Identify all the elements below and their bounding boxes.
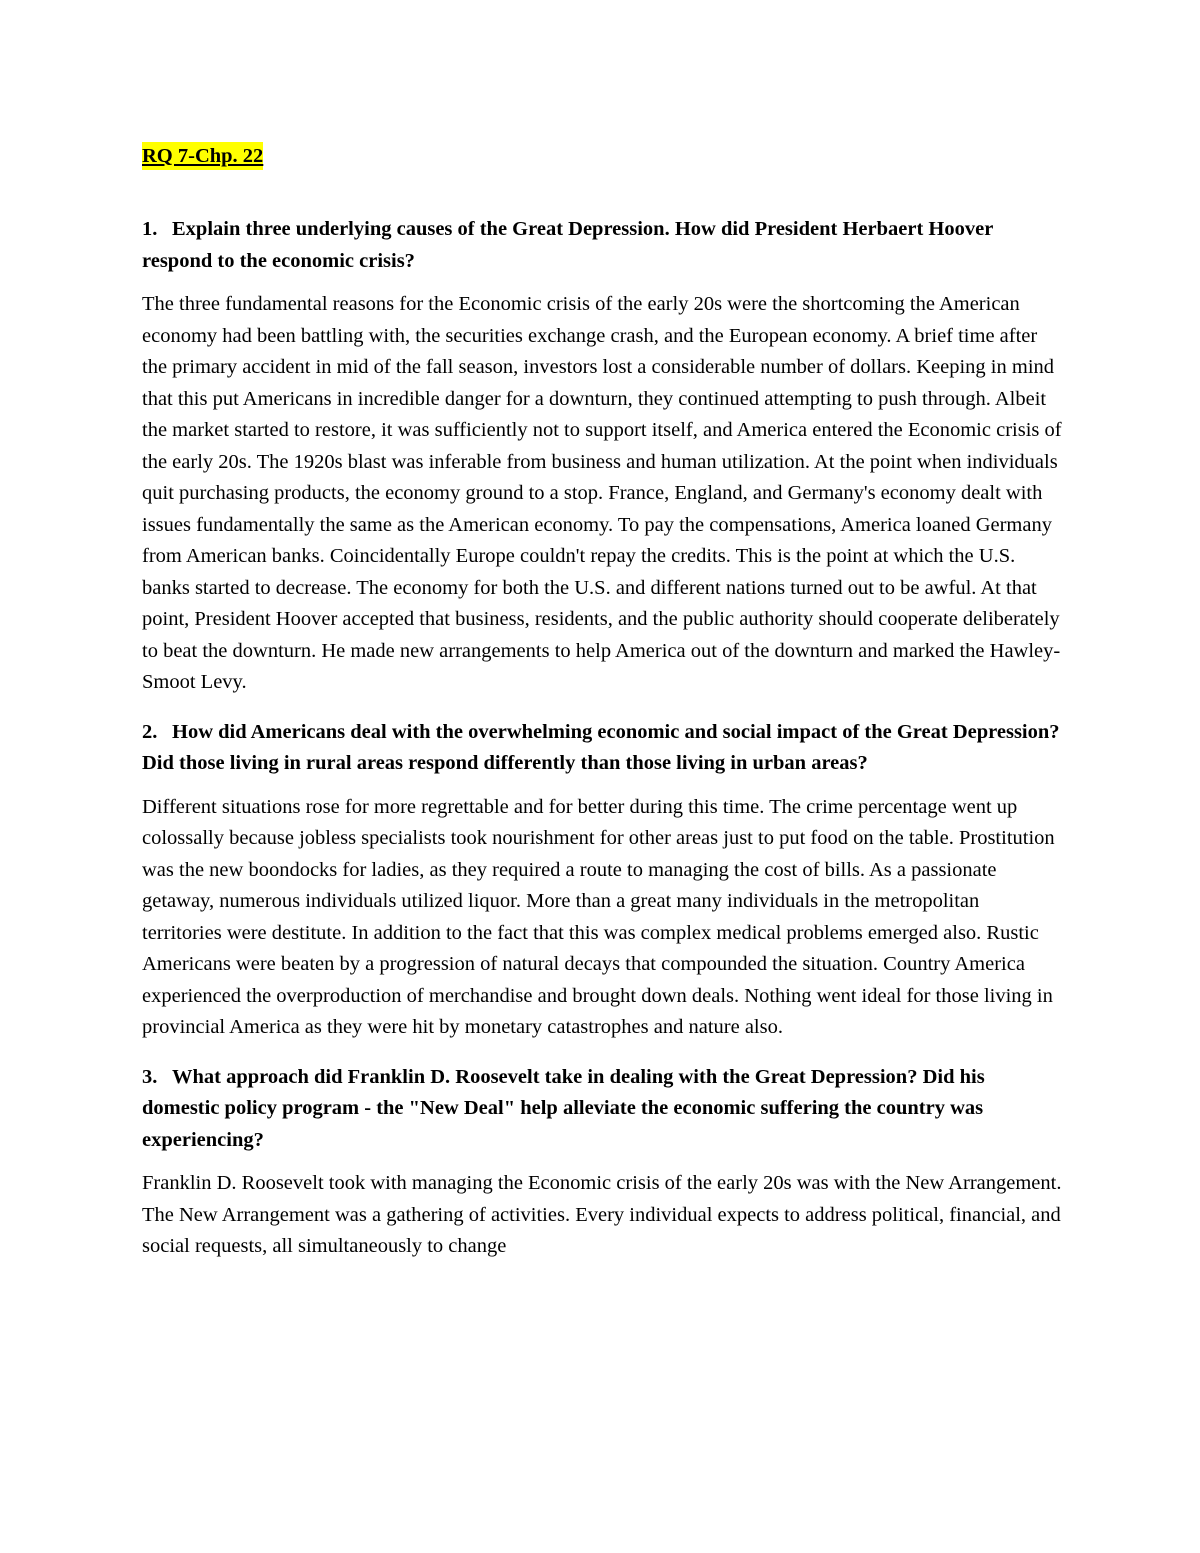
question-item-3 <box>142 1062 1062 1263</box>
question-1 <box>142 214 1062 277</box>
question-number: 2. <box>142 720 158 743</box>
question-number: 1. <box>142 218 158 240</box>
document-page <box>142 142 1062 1281</box>
document-title: RQ 7-Chp. 22 <box>142 142 263 170</box>
answer-2: Different situations rose for more regrettable and for better during this time. The crime percentage went up colossally because jobless specialists took nourishment for other areas just to put food on the table. Prostitution was the new boondocks for ladies, as they required a route to managing the cost of bills. As a passionate getaway, numerous individuals utilized liquor. More than a great many individuals in the metropolitan territories were destitute. In addition to the fact that this was complex medical problems emerged also. Rustic Americans were beaten by a progression of natural decays that compounded the situation. Country America experienced the overproduction of merchandise and brought down deals. Nothing went ideal for those living in provincial America as they were hit by monetary catastrophes and nature also. <box>142 795 1055 1038</box>
question-text: How did Americans deal with the overwhelming economic and social impact of the Great Depression? Did those living in rural areas respond differently than those living in urban areas? <box>142 720 1060 774</box>
question-3 <box>142 1062 1062 1157</box>
question-2 <box>142 717 1062 780</box>
question-text: What approach did Franklin D. Roosevelt take in dealing with the Great Depression? Did his domestic policy program - the "New Deal" help alleviate the economic suffering the country was experiencing? <box>142 1065 985 1151</box>
answer-3: Franklin D. Roosevelt took with managing the Economic crisis of the early 20s was with the New Arrangement. The New Arrangement was a gathering of activities. Every individual expects to address political, financial, and social requests, all simultaneously to change <box>142 1172 1062 1257</box>
question-item-2 <box>142 717 1062 1044</box>
question-text: Explain three underlying causes of the Great Depression. How did President Herbaert Hoover respond to the economic crisis? <box>142 218 993 272</box>
question-number: 3. <box>142 1065 158 1088</box>
answer-1: The three fundamental reasons for the Economic crisis of the early 20s were the shortcoming the American economy had been battling with, the securities exchange crash, and the European economy. A brief time after the primary accident in mid of the fall season, investors lost a considerable number of dollars. Keeping in mind that this put Americans in incredible danger for a downturn, they continued attempting to push through. Albeit the market started to restore, it was sufficiently not to support itself, and America entered the Economic crisis of the early 20s. The 1920s blast was inferable from business and human utilization. At the point when individuals quit purchasing products, the economy ground to a stop. France, England, and Germany's economy dealt with issues fundamentally the same as the American economy. To pay the compensations, America loaned Germany from American banks. Coincidentally Europe couldn't repay the credits. This is the point at which the U.S. banks started to decrease. The economy for both the U.S. and different nations turned out to be awful. At that point, President Hoover accepted that business, residents, and the public authority should cooperate deliberately to beat the downturn. He made new arrangements to help America out of the downturn and marked the Hawley-Smoot Levy. <box>142 293 1062 693</box>
question-item-1 <box>142 214 1062 699</box>
